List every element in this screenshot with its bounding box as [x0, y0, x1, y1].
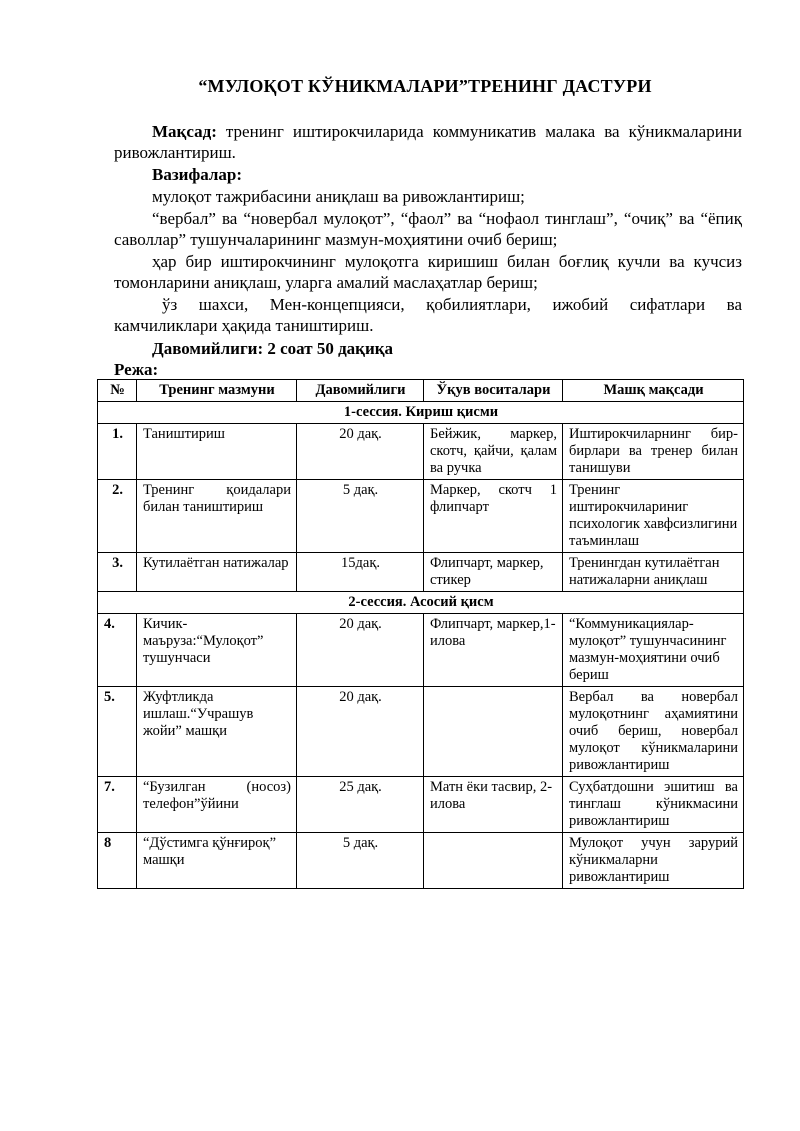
row-tools: Флипчарт, маркер,1-илова — [424, 614, 563, 687]
goal-paragraph — [114, 121, 742, 163]
training-plan-table — [97, 379, 744, 889]
table-header-row — [98, 380, 744, 402]
session-1-title: 1-сессия. Кириш қисми — [98, 402, 744, 424]
duration-line: Давомийлиги: 2 соат 50 дақиқа — [152, 339, 394, 358]
session-2-title: 2-сессия. Асосий қисм — [98, 592, 744, 614]
row-content: Жуфтликда ишлаш.“Учрашув жойи” машқи — [137, 687, 297, 777]
table-row — [98, 833, 744, 889]
row-tools: Бейжик, маркер, скотч, қайчи, қалам ва ручка — [424, 424, 563, 480]
session-row — [98, 402, 744, 424]
table-row — [98, 424, 744, 480]
row-goal: Суҳбатдошни эшитиш ва тинглаш кўникмасини ривожлантириш — [563, 777, 744, 833]
row-goal: “Коммуникациялар-мулоқот” тушунчасининг мазмун-моҳиятини очиб бериш — [563, 614, 744, 687]
row-goal: Мулоқот учун зарурий кўникмаларни ривожлантириш — [563, 833, 744, 889]
goal-label: Мақсад: — [152, 122, 217, 141]
task-item-2: “вербал” ва “новербал мулоқот”, “фаол” ва “нофаол тинглаш”, “очиқ” ва “ёпиқ саволлар” тушунчаларининг мазмун-моҳиятини очиб бериш; — [114, 209, 742, 249]
row-content: Кичик-маъруза:“Мулоқот” тушунчаси — [137, 614, 297, 687]
row-number: 4. — [98, 614, 137, 687]
header-goal: Машқ мақсади — [563, 380, 744, 402]
goal-text: тренинг иштирокчиларида коммуникатив малака ва кўникмаларини ривожлантириш. — [114, 122, 742, 162]
row-content: “Бузилган (носоз) телефон”ўйини — [137, 777, 297, 833]
table-row — [98, 614, 744, 687]
task-item-4: ўз шахси, Мен-концепцияси, қобилиятлари, ижобий сифатлари ва камчиликлари ҳақида таништириш. — [114, 295, 742, 335]
row-tools — [424, 833, 563, 889]
session-row — [98, 592, 744, 614]
row-duration: 25 дақ. — [297, 777, 424, 833]
row-duration: 5 дақ. — [297, 833, 424, 889]
row-number: 8 — [98, 833, 137, 889]
row-duration: 20 дақ. — [297, 687, 424, 777]
row-content: “Дўстимга қўнғироқ” машқи — [137, 833, 297, 889]
row-goal: Вербал ва новербал мулоқотнинг аҳамиятини очиб бериш, новербал мулоқот кўникмаларини ривожлантириш — [563, 687, 744, 777]
row-duration: 5 дақ. — [297, 480, 424, 553]
row-content: Кутилаётган натижалар — [137, 553, 297, 592]
row-content: Таништириш — [137, 424, 297, 480]
row-goal: Тренинг иштирокчилариниг психологик хавфсизлигини таъминлаш — [563, 480, 744, 553]
plan-label: Режа: — [114, 360, 159, 379]
header-content: Тренинг мазмуни — [137, 380, 297, 402]
row-number: 1. — [98, 424, 137, 480]
row-duration: 15дақ. — [297, 553, 424, 592]
row-number: 2. — [98, 480, 137, 553]
row-tools — [424, 687, 563, 777]
row-number: 3. — [98, 553, 137, 592]
row-tools: Флипчарт, маркер, стикер — [424, 553, 563, 592]
row-number: 7. — [98, 777, 137, 833]
row-number: 5. — [98, 687, 137, 777]
table-row — [98, 777, 744, 833]
row-tools: Маркер, скотч 1 флипчарт — [424, 480, 563, 553]
task-item-1: мулоқот тажрибасини аниқлаш ва ривожлантириш; — [152, 187, 525, 206]
tasks-label: Вазифалар: — [152, 165, 243, 184]
table-row — [98, 553, 744, 592]
row-tools: Матн ёки тасвир, 2-илова — [424, 777, 563, 833]
row-duration: 20 дақ. — [297, 424, 424, 480]
header-tools: Ўқув воситалари — [424, 380, 563, 402]
header-duration: Давомийлиги — [297, 380, 424, 402]
row-goal: Иштирокчиларнинг бир-бирлари ва тренер билан танишуви — [563, 424, 744, 480]
table-row — [98, 480, 744, 553]
row-goal: Тренингдан кутилаётган натижаларни аниқлаш — [563, 553, 744, 592]
table-row — [98, 687, 744, 777]
task-item-3: ҳар бир иштирокчининг мулоқотга киришиш билан боғлиқ кучли ва кучсиз томонларини аниқлаш, уларга амалий маслаҳатлар бериш; — [114, 252, 742, 292]
document-title: “МУЛОҚОТ КЎНИКМАЛАРИ”ТРЕНИНГ ДАСТУРИ — [198, 76, 652, 96]
row-duration: 20 дақ. — [297, 614, 424, 687]
row-content: Тренинг қоидалари билан таништириш — [137, 480, 297, 553]
header-number: № — [98, 380, 137, 402]
